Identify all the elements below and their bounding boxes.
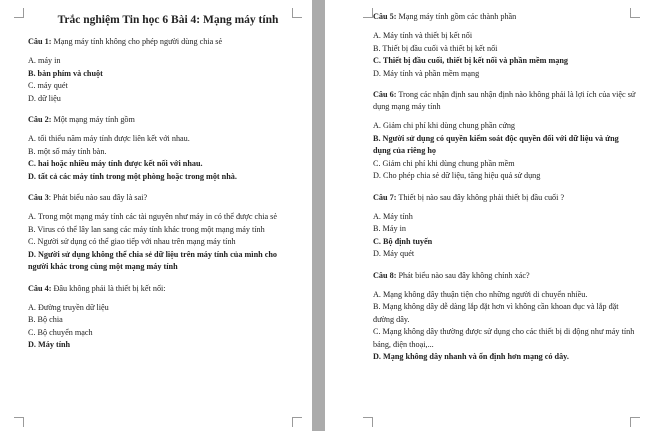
- page-margin-corner: [14, 8, 24, 18]
- question-4: [28, 283, 298, 352]
- page-margin-corner: [292, 417, 302, 427]
- question-text: : Phát biểu nào sau đây là sai?: [48, 193, 148, 202]
- answer-option-correct: B. bàn phím và chuột: [28, 68, 103, 78]
- page-margin-corner: [292, 8, 302, 18]
- question-5: [373, 11, 636, 80]
- answer-option-correct: C. hai hoặc nhiều máy tính được kết nối với nhau.: [28, 159, 203, 168]
- answer-option-correct: D. Người sử dụng không thể chia sẻ dữ liệu trên máy tính của mình cho người khác trong cùng một mạng máy tính: [28, 249, 278, 271]
- answer-option-correct: D. Mạng không dây nhanh và ổn định hơn mạng có dây.: [373, 352, 569, 361]
- answer-option: D. dữ liệu: [28, 93, 61, 103]
- question-prompt: [28, 36, 298, 48]
- answer-option: B. một số máy tính bàn.: [28, 146, 107, 156]
- answer-option: C. Giảm chi phí khi dùng chung phần mềm: [373, 158, 515, 168]
- answer-option: A. Giảm chi phí khi dùng chung phần cứng: [373, 121, 516, 130]
- page-margin-corner: [14, 417, 24, 427]
- question-number: Câu 3: [28, 193, 49, 202]
- question-prompt: [28, 283, 298, 295]
- answer-option: A. Đường truyền dữ liệu: [28, 302, 109, 312]
- answer-option: B. Máy in: [373, 224, 406, 233]
- question-number: Câu 6:: [373, 90, 397, 99]
- question-number: Câu 4:: [28, 283, 52, 293]
- question-2: [28, 114, 298, 183]
- question-3: [28, 192, 298, 274]
- answer-option: A. Trong một mạng máy tính các tài nguyên như máy in có thể được chia sẻ: [28, 212, 278, 221]
- question-text: Phát biểu nào sau đây không chính xác?: [398, 270, 530, 280]
- question-text: Đâu không phải là thiết bị kết nối:: [53, 283, 166, 293]
- question-prompt: [28, 114, 298, 126]
- question-prompt: [373, 11, 636, 23]
- answer-option: B. Mạng không dây dễ dàng lắp đặt hơn vì không cần khoan đục và lắp đặt đường dây.: [373, 302, 619, 324]
- question-text: Mạng máy tính gồm các thành phần: [398, 12, 517, 21]
- page-margin-corner: [630, 8, 640, 18]
- answer-option: B. Thiết bị đầu cuối và thiết bị kết nối: [373, 43, 498, 53]
- question-8: [373, 270, 636, 364]
- question-number: Câu 5:: [373, 12, 397, 21]
- question-6: [373, 89, 636, 183]
- question-prompt: [373, 270, 636, 282]
- answer-option-correct: B. Người sử dụng có quyền kiểm soát độc quyền đối với dữ liệu và ứng dụng của riêng họ: [373, 133, 619, 155]
- question-number: Câu 8:: [373, 270, 397, 280]
- page-margin-corner: [363, 417, 373, 427]
- answer-option-bold: D. tất cả các máy tính trong một phòng hoặc trong một nhà.: [28, 171, 237, 181]
- answer-option: A. Máy tính và thiết bị kết nối: [373, 31, 473, 40]
- page-margin-corner: [363, 8, 373, 18]
- answer-option: C. Người sử dụng có thể giao tiếp với nhau trên mạng máy tính: [28, 237, 236, 246]
- answer-option: A. tối thiểu năm máy tính được liên kết với nhau.: [28, 134, 190, 143]
- document-page-left: [0, 0, 312, 431]
- answer-option: C. Bộ chuyển mạch: [28, 327, 93, 337]
- page-margin-corner: [630, 417, 640, 427]
- question-number: Câu 7:: [373, 192, 397, 202]
- question-text: Mạng máy tính không cho phép người dùng chia sẻ: [53, 37, 223, 46]
- answer-option-correct: D. Máy tính: [28, 340, 71, 349]
- answer-option: A. Máy tính: [373, 211, 413, 221]
- question-number: Câu 2:: [28, 115, 52, 124]
- question-text: Một mạng máy tính gồm: [53, 115, 135, 124]
- answer-option: C. máy quét: [28, 81, 68, 90]
- question-text: Trong các nhận định sau nhận định nào không phải là lợi ích của việc sử dụng mạng máy tính: [373, 90, 636, 111]
- answer-option: D. Máy tính và phần mềm mạng: [373, 68, 480, 78]
- question-prompt: [28, 192, 298, 204]
- answer-option: B. Virus có thể lây lan sang các máy tính khác trong một mạng máy tính: [28, 224, 265, 234]
- question-number: Câu 1:: [28, 37, 52, 46]
- answer-option: D. Cho phép chia sẻ dữ liệu, tăng hiệu quả sử dụng: [373, 171, 541, 180]
- answer-option-correct: C. Bộ định tuyến: [373, 236, 433, 246]
- question-prompt: [373, 89, 636, 113]
- question-1: [28, 36, 298, 105]
- answer-option: C. Mạng không dây thường được sử dụng cho các thiết bị di động như máy tính bảng, điện thoại,...: [373, 327, 635, 349]
- answer-option-correct: C. Thiết bị đầu cuối, thiết bị kết nối và phần mềm mạng: [373, 56, 569, 65]
- document-title: Trắc nghiệm Tin học 6 Bài 4: Mạng máy tính: [57, 14, 279, 26]
- answer-option: A. Mạng không dây thuận tiện cho những người di chuyển nhiều.: [373, 289, 588, 299]
- answer-option: B. Bộ chia: [28, 315, 63, 324]
- question-7: [373, 192, 636, 261]
- document-page-right: [325, 0, 650, 431]
- answer-option: A. máy in: [28, 56, 61, 65]
- question-prompt: [373, 192, 636, 204]
- answer-option: D. Máy quét: [373, 249, 415, 258]
- question-text: Thiết bị nào sau đây không phải thiết bị đầu cuối ?: [398, 192, 565, 202]
